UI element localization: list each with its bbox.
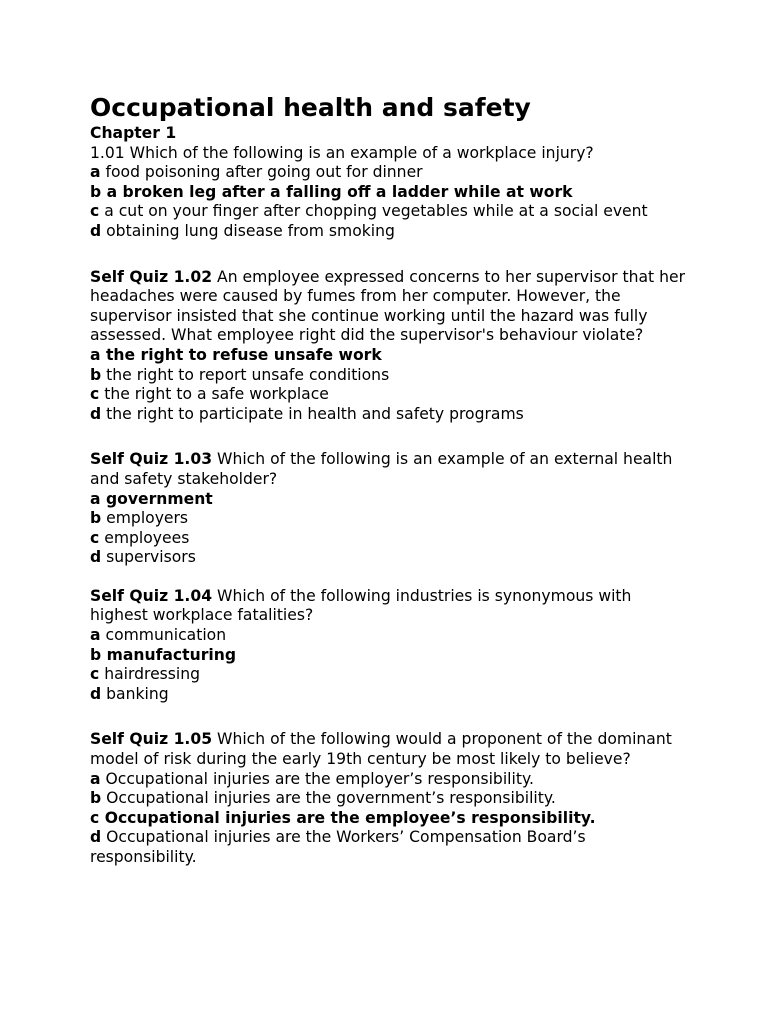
option-text: government [105,489,213,508]
question-label: Self Quiz 1.04 [90,586,213,605]
option-letter: c [90,385,100,404]
answer-option-correct [90,183,690,203]
answer-option [90,789,690,809]
question-body: 1.01 Which of the following is an example of a workplace injury? [90,143,594,162]
question-text [90,587,690,626]
answer-option-correct [90,490,690,510]
option-text: the right to participate in health and safety programs [106,404,524,423]
spacer [90,704,690,730]
option-text: banking [106,684,169,703]
option-text: manufacturing [106,645,236,664]
question-body: Which of the following would a proponent of the dominant model of risk during the early 19th century be most likely to believe? [90,730,672,769]
option-letter: c [90,202,100,221]
option-letter: c [90,808,100,827]
option-letter: c [90,528,100,547]
question-block [90,450,690,568]
question-body: Which of the following is an example of an external health and safety stakeholder? [90,450,673,488]
option-text: supervisors [106,548,196,567]
question-text [90,268,690,346]
answer-option-correct [90,346,690,366]
document-page [90,92,690,868]
spacer [90,242,690,268]
option-letter: a [90,163,101,182]
answer-option [90,385,690,405]
question-block [90,730,690,867]
question-body: An employee expressed concerns to her supervisor that her headaches were caused by fumes from her computer. However, the supervisor insisted that she continue working until the hazard was fully assessed. What employee right did the supervisor's behaviour violate? [90,267,686,345]
answer-option [90,828,690,867]
option-text: Occupational injuries are the Workers’ Compensation Board’s responsibility. [90,828,586,866]
option-letter: b [90,509,102,528]
option-text: obtaining lung disease from smoking [106,221,395,240]
document-title: Occupational health and safety [90,93,531,122]
option-letter: d [90,828,102,847]
answer-option [90,529,690,549]
question-block [90,587,690,705]
answer-option [90,366,690,386]
answer-option [90,222,690,242]
question-label: Self Quiz 1.05 [90,730,213,749]
option-letter: d [90,221,102,240]
option-text: communication [105,626,227,645]
answer-option [90,665,690,685]
option-text: the right to refuse unsafe work [105,345,382,364]
option-letter: d [90,684,102,703]
answer-option [90,405,690,425]
spacer [90,424,690,450]
option-text: the right to report unsafe conditions [106,365,390,384]
answer-option [90,626,690,646]
option-letter: c [90,665,100,684]
option-letter: a [90,489,101,508]
option-text: food poisoning after going out for dinner [105,163,423,182]
option-letter: d [90,404,102,423]
question-block [90,268,690,425]
option-letter: a [90,626,101,645]
answer-option [90,770,690,790]
option-letter: b [90,645,102,664]
answer-option [90,202,690,222]
answer-option-correct [90,809,690,829]
question-text [90,450,690,489]
option-text: employees [104,528,190,547]
question-text [90,730,690,769]
option-letter: a [90,345,101,364]
question-label: Self Quiz 1.02 [90,267,213,286]
option-text: hairdressing [104,665,201,684]
option-text: Occupational injuries are the employee’s responsibility. [104,808,596,827]
option-text: Occupational injuries are the government’s responsibility. [106,789,556,808]
answer-option [90,163,690,183]
answer-option-correct [90,646,690,666]
option-letter: b [90,789,102,808]
option-text: a cut on your finger after chopping vegetables while at a social event [104,202,648,221]
question-text [90,144,690,164]
question-label: Self Quiz 1.03 [90,450,213,469]
option-letter: a [90,769,101,788]
answer-option [90,548,690,568]
option-text: employers [106,509,189,528]
option-letter: d [90,548,102,567]
option-letter: b [90,182,102,201]
question-block [90,144,690,242]
option-text: the right to a safe workplace [104,385,329,404]
option-letter: b [90,365,102,384]
spacer [90,568,690,587]
answer-option [90,685,690,705]
option-text: a broken leg after a falling off a ladder while at work [106,182,573,201]
option-text: Occupational injuries are the employer’s responsibility. [105,769,534,788]
answer-option [90,509,690,529]
chapter-heading: Chapter 1 [90,124,177,142]
question-body: Which of the following industries is synonymous with highest workplace fatalities? [90,586,632,625]
